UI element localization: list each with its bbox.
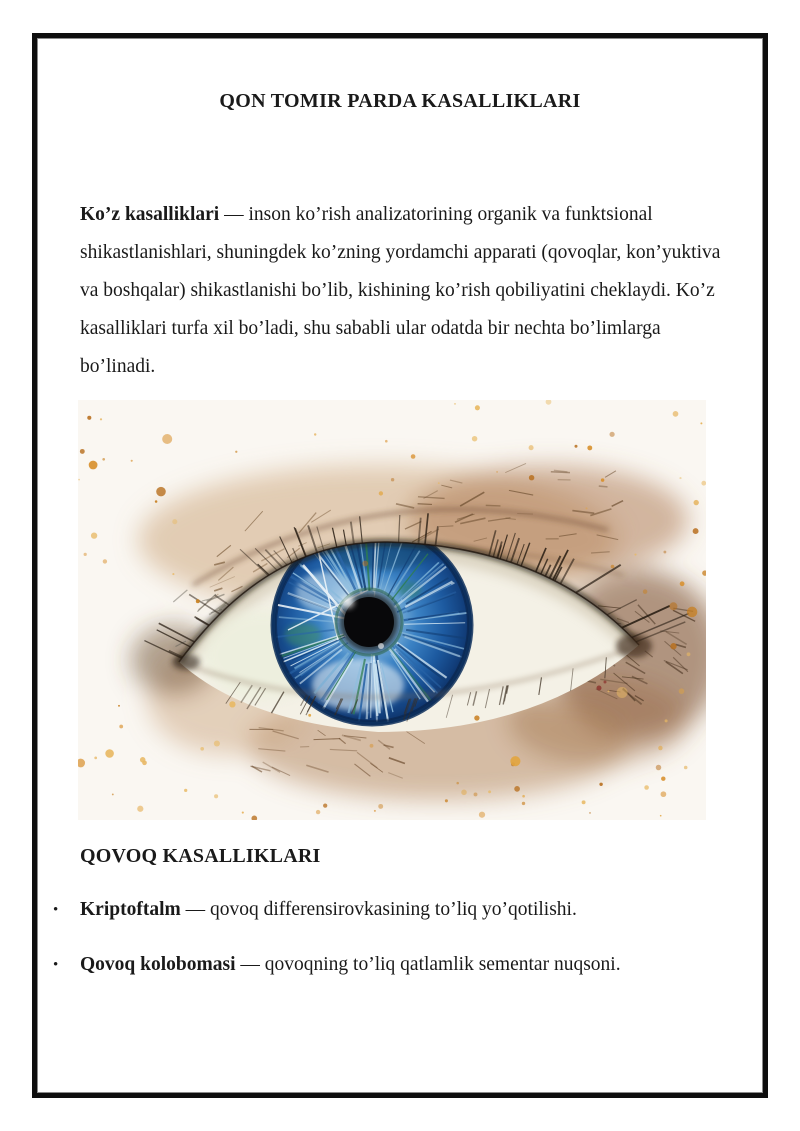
list-item-text — [80, 950, 621, 980]
list-item-kriptoftalm — [53, 895, 745, 925]
bullet-lead: Kriptoftalm — [80, 899, 181, 920]
list-item-kolobomasi — [53, 950, 745, 980]
bullet-lead: Qovoq kolobomasi — [80, 954, 236, 975]
intro-body: — inson ko’rish analizatorining organik va funktsional shikastlanishlari, shuningdek ko’zning yordamchi apparati (qovoqlar, kon’yuktiva va boshqalar) shikastlanishi bo’lib, kishining ko’rish qobiliyatini cheklaydi. Ko’z kasalliklari turfa xil bo’ladi, shu sababli ular odatda bir nechta bo’limlarga bo’linadi. — [80, 204, 721, 377]
intro-lead: Ko’z kasalliklari — [80, 204, 220, 225]
list-item-text — [80, 895, 577, 925]
watercolor-eye-art — [78, 400, 706, 820]
bullet-list — [53, 895, 745, 1005]
bullet-marker: • — [53, 902, 59, 918]
eye-illustration — [78, 400, 706, 820]
section-heading: QOVOQ KASALLIKLARI — [80, 845, 321, 867]
bullet-body: — qovoq differensirovkasining to’liq yo’qotilishi. — [180, 899, 577, 920]
intro-paragraph — [80, 196, 728, 386]
bullet-marker: • — [53, 957, 59, 973]
page-title: QON TOMIR PARDA KASALLIKLARI — [219, 90, 581, 112]
bullet-body: — qovoqning to’liq qatlamlik sementar nuqsoni. — [235, 954, 621, 975]
